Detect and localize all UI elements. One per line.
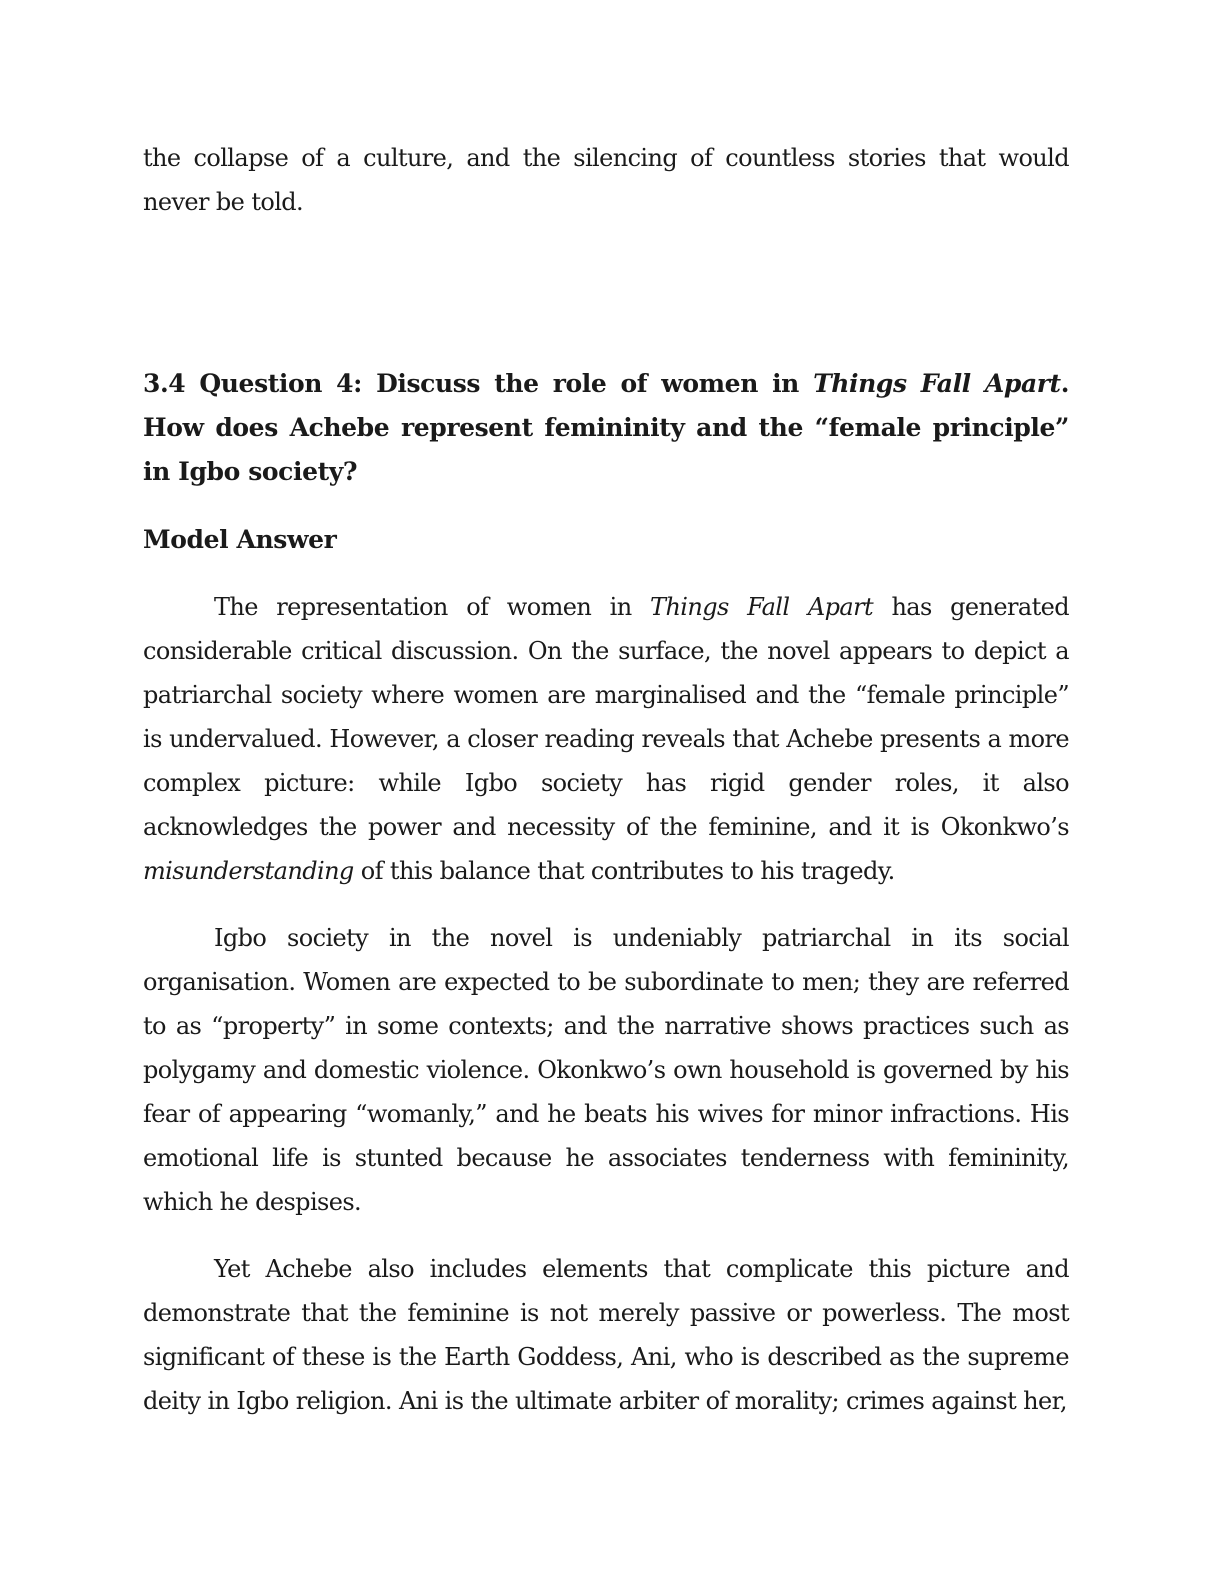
section-heading-suffix: . How does Achebe represent femininity and the “female principle” in Igbo society? — [143, 369, 1069, 486]
paragraph-1 — [143, 585, 1069, 893]
paragraph-1-part-1: The representation of women in — [214, 593, 651, 621]
carryover-paragraph: the collapse of a culture, and the silencing of countless stories that would never be told. — [143, 144, 1069, 216]
paragraph-1-book-title: Things Fall Apart — [650, 593, 873, 621]
model-answer-subheading: Model Answer — [143, 525, 337, 554]
paragraph-1-part-3: of this balance that contributes to his tragedy. — [353, 857, 895, 885]
paragraph-3: Yet Achebe also includes elements that complicate this picture and demonstrate that the feminine is not merely passive or powerless. The most significant of these is the Earth Goddess, Ani, who is described as the supreme deity in Igbo religion. Ani is the ultimate arbiter of morality; crimes against her, — [143, 1255, 1069, 1415]
paragraph-1-part-2: has generated considerable critical discussion. On the surface, the novel appears to depict a patriarchal society where women are marginalised and the “female principle” is undervalued. However, a closer reading reveals that Achebe presents a more complex picture: while Igbo society has rigid gender roles, it also acknowledges the power and necessity of the feminine, and it is Okonkwo’s — [143, 593, 1069, 841]
paragraph-2: Igbo society in the novel is undeniably patriarchal in its social organisation. Women are expected to be subordinate to men; they are referred to as “property” in some contexts; and the narrative shows practices such as polygamy and domestic violence. Okonkwo’s own household is governed by his fear of appearing “womanly,” and he beats his wives for minor infractions. His emotional life is stunted because he associates tenderness with femininity, which he despises. — [143, 924, 1069, 1216]
section-heading-prefix: 3.4 Question 4: Discuss the role of women in — [143, 369, 814, 398]
paragraph-1-emphasis: misunderstanding — [143, 857, 354, 885]
section-heading — [143, 362, 1069, 494]
section-heading-book-title: Things Fall Apart — [813, 369, 1061, 398]
